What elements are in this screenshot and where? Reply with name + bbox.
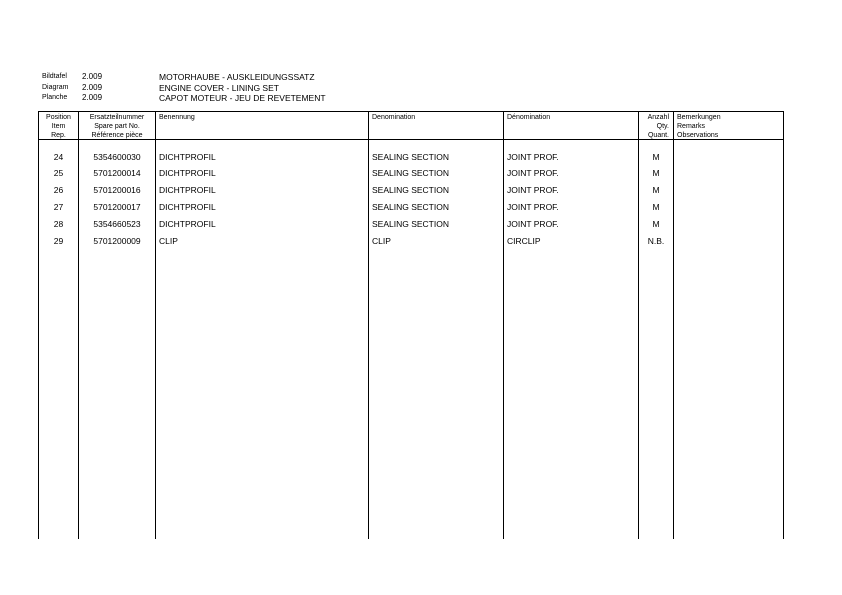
cell-qty: M xyxy=(652,219,660,229)
cell-denomination-en: SEALING SECTION xyxy=(372,152,449,162)
header-value-fr: 2.009 xyxy=(82,93,103,102)
column-divider xyxy=(503,111,504,539)
column-header-line: Anzahl xyxy=(647,114,669,121)
cell-benennung: DICHTPROFIL xyxy=(159,202,216,212)
column-header-line: Référence pièce xyxy=(91,132,143,139)
cell-denomination-fr: JOINT PROF. xyxy=(507,185,559,195)
column-header-line: Remarks xyxy=(677,123,706,130)
cell-position: 24 xyxy=(53,152,64,162)
column-header-line: Quant. xyxy=(647,132,669,139)
cell-denomination-fr: JOINT PROF. xyxy=(507,202,559,212)
cell-benennung: CLIP xyxy=(159,236,178,246)
cell-denomination-fr: JOINT PROF. xyxy=(507,152,559,162)
cell-position: 28 xyxy=(53,219,64,229)
column-header-qty xyxy=(639,113,669,140)
cell-qty: M xyxy=(652,202,660,212)
cell-qty: N.B. xyxy=(647,236,665,246)
cell-position: 29 xyxy=(53,236,64,246)
column-header-benennung: Benennung xyxy=(159,114,195,121)
column-divider xyxy=(155,111,156,539)
cell-position: 27 xyxy=(53,202,64,212)
cell-denomination-en: SEALING SECTION xyxy=(372,219,449,229)
header-title-en: ENGINE COVER - LINING SET xyxy=(159,83,279,93)
column-header-line: Position xyxy=(46,114,71,121)
column-header-line: Item xyxy=(51,123,66,130)
cell-benennung: DICHTPROFIL xyxy=(159,219,216,229)
column-header-line: Bemerkungen xyxy=(677,114,721,121)
column-header-line: Ersatzteilnummer xyxy=(89,114,145,121)
cell-part-no: 5701200009 xyxy=(93,236,141,246)
cell-qty: M xyxy=(652,168,660,178)
cell-part-no: 5701200014 xyxy=(93,168,141,178)
cell-denomination-en: SEALING SECTION xyxy=(372,202,449,212)
cell-denomination-fr: JOINT PROF. xyxy=(507,168,559,178)
cell-position: 26 xyxy=(53,185,64,195)
cell-qty: M xyxy=(652,152,660,162)
column-divider xyxy=(673,111,674,539)
cell-denomination-en: SEALING SECTION xyxy=(372,168,449,178)
column-header-line: Spare part No. xyxy=(94,123,140,130)
header-value-en: 2.009 xyxy=(82,83,103,92)
column-header-line: Rep. xyxy=(51,132,66,139)
column-header-remarks xyxy=(677,113,721,140)
cell-denomination-en: CLIP xyxy=(372,236,391,246)
column-divider xyxy=(368,111,369,539)
cell-denomination-en: SEALING SECTION xyxy=(372,185,449,195)
cell-benennung: DICHTPROFIL xyxy=(159,168,216,178)
header-title-de: MOTORHAUBE - AUSKLEIDUNGSSATZ xyxy=(159,72,315,82)
cell-denomination-fr: JOINT PROF. xyxy=(507,219,559,229)
cell-denomination-fr: CIRCLIP xyxy=(507,236,541,246)
cell-qty: M xyxy=(652,185,660,195)
cell-part-no: 5354600030 xyxy=(93,152,141,162)
column-header-line: Observations xyxy=(677,132,719,139)
column-header-line: Qty. xyxy=(656,123,669,130)
cell-benennung: DICHTPROFIL xyxy=(159,152,216,162)
header-title-fr: CAPOT MOTEUR - JEU DE REVETEMENT xyxy=(159,93,326,103)
column-header-part-no xyxy=(79,113,155,140)
column-header-denomination-en: Denomination xyxy=(372,114,416,121)
cell-part-no: 5354660523 xyxy=(93,219,141,229)
column-header-position xyxy=(39,113,78,140)
cell-position: 25 xyxy=(53,168,64,178)
header-label-en: Diagram xyxy=(42,84,69,91)
cell-part-no: 5701200017 xyxy=(93,202,141,212)
column-header-denomination-fr: Dénomination xyxy=(507,114,551,121)
cell-part-no: 5701200016 xyxy=(93,185,141,195)
header-label-de: Bildtafel xyxy=(42,73,67,80)
header-label-fr: Planche xyxy=(42,94,68,101)
cell-benennung: DICHTPROFIL xyxy=(159,185,216,195)
header-value-de: 2.009 xyxy=(82,72,103,81)
